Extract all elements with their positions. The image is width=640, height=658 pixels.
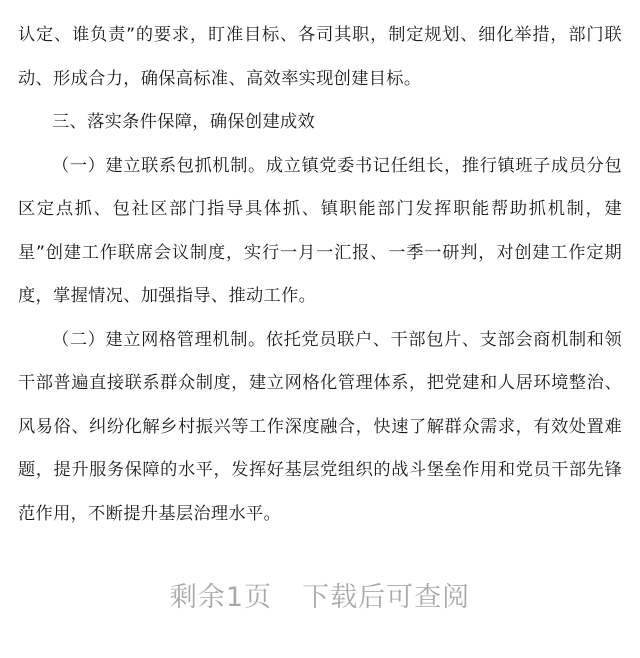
download-hint-label[interactable]: 下载后可查阅 [302, 582, 471, 613]
text-line: 区定点抓、包社区部门指导具体抓、镇职能部门发挥职能帮助抓机制，建 [18, 199, 622, 219]
text-line: 星”创建工作联席会议制度，实行一月一汇报、一季一研判，对创建工作定期 [18, 242, 622, 263]
download-prompt[interactable] [0, 575, 640, 614]
text-line: （一）建立联系包抓机制。成立镇党委书记任组长，推行镇班子成员分包 [52, 155, 622, 176]
remaining-pages-label[interactable]: 剩余1页 [169, 582, 273, 613]
document-body [18, 0, 622, 536]
text-line: 动、形成合力，确保高标准、高效率实现创建目标。 [18, 68, 422, 89]
text-line: 干部普遍直接联系群众制度，建立网格化管理体系，把党建和人居环境整治、 [18, 373, 622, 393]
text-line: 风易俗、纠纷化解乡村振兴等工作深度融合，快速了解群众需求，有效处置难 [18, 416, 622, 437]
text-line: 认定、谁负责”的要求，盯准目标、各司其职，制定规划、细化举措，部门联 [18, 25, 622, 45]
text-line: 范作用，不断提升基层治理水平。 [18, 503, 282, 524]
section-heading: 三、落实条件保障，确保创建成效 [52, 112, 316, 132]
text-line: 题，提升服务保障的水平，发挥好基层党组织的战斗堡垒作用和党员干部先锋 [18, 460, 622, 480]
text-line: 度，掌握情况、加强指导、推动工作。 [18, 286, 317, 306]
text-line: （二）建立网格管理机制。依托党员联户、干部包片、支部会商机制和领 [52, 329, 622, 350]
